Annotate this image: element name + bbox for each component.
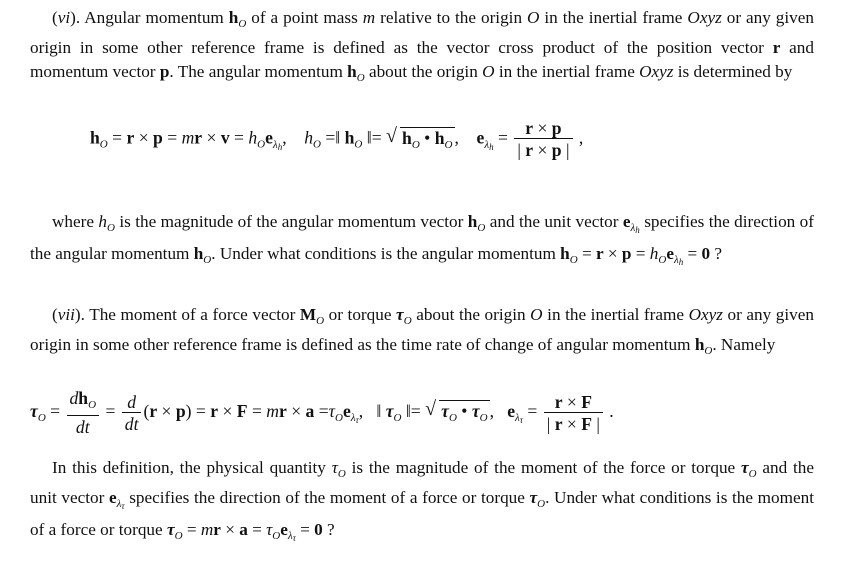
section-vii-definition: In this definition, the physical quantity $\tau_O$ is the magnitude of the moment of the force or torque $\tau_O$ and the unit vector $e_{\lambda_\tau}$ specifies the direction of the moment of a force or torque $\tau_O$. Under what conditions is the moment of a force or torque $\tau_O$ = mr × $a = \tau_Oe_{\lambda_\tau} = 0$ ? — [30, 458, 814, 544]
section-vi-label: (vi). — [52, 8, 81, 27]
angular-momentum-equation: $h_O = r \times p$ = mr × $v = h_Oe_{\lambda_h}$, $h_O$ =‖ $h_O$ ‖= √ $h_O$ • $h_O$ , $e_{\lambda_h}$ = $\frac{r \times p}{| r \times p |}$ , — [90, 118, 584, 160]
section-vi-intro: (vi). Angular momentum $h_O$ of a point mass m relative to the origin O in the inertial frame Oxyz or any given origin in some other reference frame is defined as the vector cross product of the position vector r and momentum vector p. The angular momentum $h_O$ about the origin O in the inertial frame Oxyz is determined by — [30, 8, 814, 85]
section-vi-where: where $h_O$ is the magnitude of the angular momentum vector $h_O$ and the unit vector $e_{\lambda_h}$ specifies the direction of the angular momentum $h_O$. Under what conditions is the angular momentum $h_O = r \times p = h_Oe_{\lambda_h} = 0$ ? — [30, 212, 814, 268]
section-vii-intro: (vii). The moment of a force vector $M_O$ or torque $\tau_O$ about the origin O in the inertial frame Oxyz or any given origin in some other reference frame is defined as the time rate of change of angular momentum $h_O$. Namely — [30, 305, 814, 358]
section-vii-label: (vii). — [52, 305, 85, 324]
torque-equation: $\tau_O$ = $\frac{dh_O}{dt}$ = $\frac{d}{dt}$ (r × p) = r × F = mr × $a =\tau_Oe_{\lambda_\tau}$, ‖ $\tau_O$ ‖= √ $\tau_O$ • $\tau_O$ , $e_{\lambda_\tau}$ = $\frac{r \times F}{| r \times F |}$ . — [30, 388, 614, 437]
